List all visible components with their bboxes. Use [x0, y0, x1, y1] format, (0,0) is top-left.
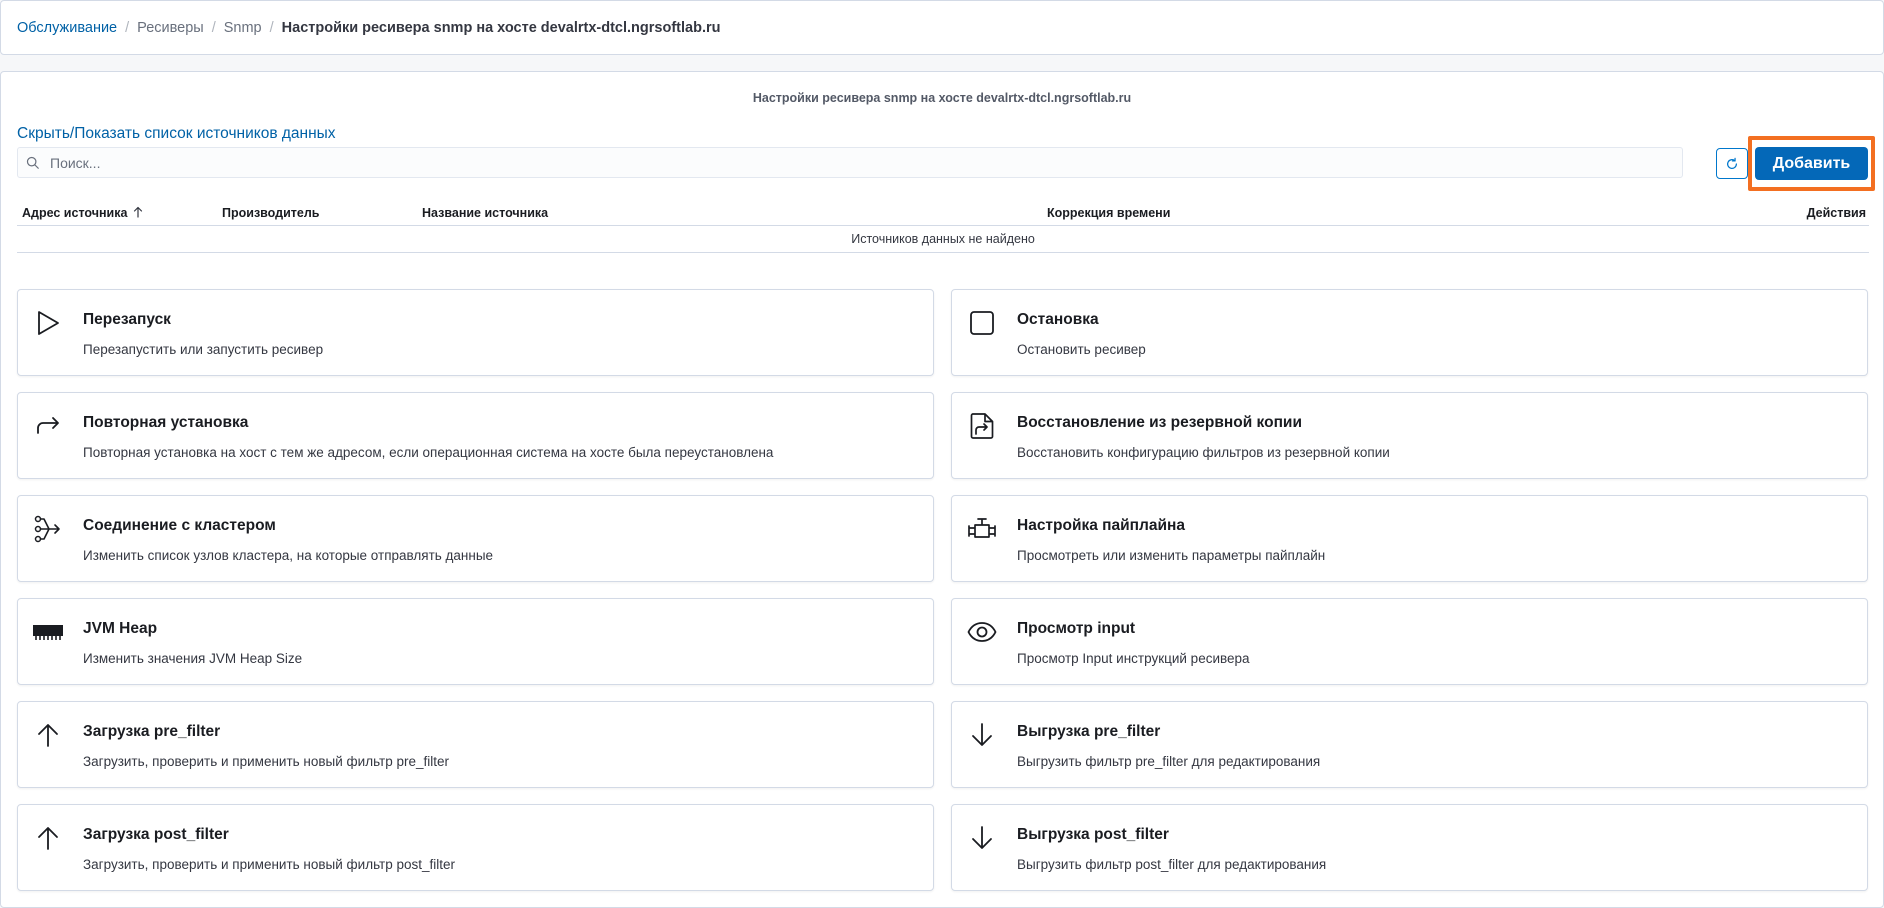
- card-pipeline-settings[interactable]: [951, 495, 1868, 582]
- card-cluster-connection[interactable]: [17, 495, 934, 582]
- card-description: Остановить ресивер: [1017, 342, 1146, 357]
- breadcrumb-separator: /: [269, 20, 274, 36]
- breadcrumb-snmp[interactable]: Snmp: [223, 20, 262, 36]
- sources-table: [17, 199, 1869, 253]
- file-export-icon: [967, 411, 997, 441]
- card-description: Просмотр Input инструкций ресивера: [1017, 651, 1250, 666]
- arrow-up-icon: [33, 823, 63, 853]
- card-view-input[interactable]: [951, 598, 1868, 685]
- pipeline-icon: [967, 514, 997, 544]
- card-download-pre-filter[interactable]: [951, 701, 1868, 788]
- breadcrumb-receivers[interactable]: Ресиверы: [137, 20, 204, 36]
- add-button-highlight: [1748, 136, 1875, 191]
- card-description: Изменить значения JVM Heap Size: [83, 651, 303, 666]
- breadcrumb: [17, 20, 720, 36]
- column-name[interactable]: Название источника: [422, 206, 549, 220]
- column-address[interactable]: [22, 206, 143, 220]
- card-title: Остановка: [1017, 311, 1099, 328]
- card-description: Загрузить, проверить и применить новый фильтр post_filter: [83, 857, 456, 872]
- table-header: [17, 199, 1869, 226]
- card-upload-post-filter[interactable]: [17, 804, 934, 891]
- refresh-button[interactable]: [1716, 148, 1748, 179]
- card-title: Просмотр input: [1017, 620, 1136, 637]
- card-title: Загрузка pre_filter: [83, 723, 221, 740]
- card-upload-pre-filter[interactable]: [17, 701, 934, 788]
- arrow-down-icon: [967, 720, 997, 750]
- card-download-post-filter[interactable]: [951, 804, 1868, 891]
- breadcrumb-panel: [0, 0, 1884, 55]
- card-restart[interactable]: [17, 289, 934, 376]
- card-title: Настройка пайплайна: [1017, 517, 1186, 534]
- card-title: Выгрузка pre_filter: [1017, 723, 1161, 740]
- card-reinstall[interactable]: [17, 392, 934, 479]
- eye-icon: [967, 617, 997, 647]
- card-description: Повторная установка на хост с тем же адресом, если операционная система на хосте была переустановлена: [83, 445, 774, 460]
- toggle-sources-link[interactable]: Скрыть/Показать список источников данных: [17, 125, 336, 142]
- empty-table-message: Источников данных не найдено: [17, 226, 1869, 253]
- breadcrumb-maintenance[interactable]: Обслуживание: [17, 20, 118, 36]
- card-title: Повторная установка: [83, 414, 249, 431]
- card-title: Соединение с кластером: [83, 517, 276, 534]
- card-title: Перезапуск: [83, 311, 171, 328]
- search-input[interactable]: [50, 155, 1650, 171]
- memory-icon: [33, 617, 63, 647]
- column-actions: Действия: [1806, 206, 1866, 220]
- search-field[interactable]: [17, 147, 1683, 178]
- search-icon: [26, 156, 40, 170]
- play-icon: [33, 308, 63, 338]
- card-restore-backup[interactable]: [951, 392, 1868, 479]
- receiver-settings-panel: [0, 71, 1884, 908]
- arrow-down-icon: [967, 823, 997, 853]
- add-button[interactable]: Добавить: [1755, 147, 1868, 180]
- card-title: Выгрузка post_filter: [1017, 826, 1169, 843]
- card-description: Изменить список узлов кластера, на которые отправлять данные: [83, 548, 494, 563]
- card-description: Загрузить, проверить и применить новый фильтр pre_filter: [83, 754, 450, 769]
- column-address-label: Адрес источника: [22, 206, 128, 220]
- card-description: Восстановить конфигурацию фильтров из резервной копии: [1017, 445, 1390, 460]
- sort-ascending-icon: [133, 206, 143, 218]
- card-description: Выгрузить фильтр post_filter для редактирования: [1017, 857, 1327, 872]
- page-title: Настройки ресивера snmp на хосте devalrtx-dtcl.ngrsoftlab.ru: [752, 91, 1132, 105]
- breadcrumb-separator: /: [125, 20, 130, 36]
- column-vendor[interactable]: Производитель: [222, 206, 320, 220]
- stop-icon: [967, 308, 997, 338]
- card-jvm-heap[interactable]: [17, 598, 934, 685]
- breadcrumb-current: Настройки ресивера snmp на хосте devalrtx-dtcl.ngrsoftlab.ru: [281, 20, 721, 36]
- card-title: JVM Heap: [83, 620, 158, 637]
- card-title: Загрузка post_filter: [83, 826, 229, 843]
- card-stop[interactable]: [951, 289, 1868, 376]
- cluster-icon: [33, 514, 63, 544]
- refresh-icon: [1725, 157, 1739, 171]
- card-title: Восстановление из резервной копии: [1017, 414, 1302, 431]
- arrow-up-icon: [33, 720, 63, 750]
- card-description: Просмотреть или изменить параметры пайплайн: [1017, 548, 1326, 563]
- redo-arrow-icon: [33, 411, 63, 441]
- card-description: Перезапустить или запустить ресивер: [83, 342, 324, 357]
- column-time-correction[interactable]: Коррекция времени: [1047, 206, 1171, 220]
- breadcrumb-separator: /: [211, 20, 216, 36]
- card-description: Выгрузить фильтр pre_filter для редактирования: [1017, 754, 1321, 769]
